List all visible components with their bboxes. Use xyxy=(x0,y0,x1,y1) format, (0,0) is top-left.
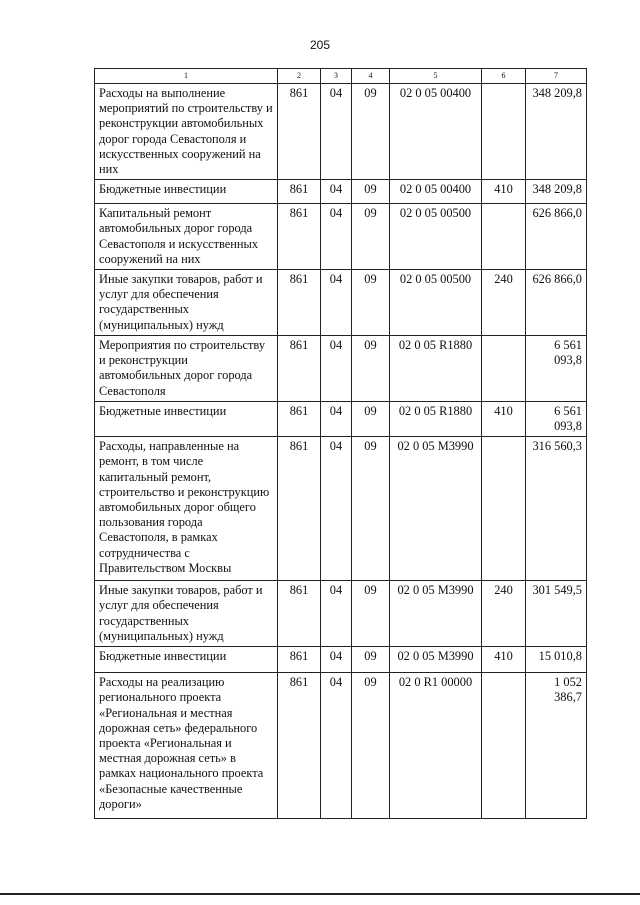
row-name: Мероприятия по строительству и реконструкции автомобильных дорог города Севастополя xyxy=(95,336,278,402)
cell-code-4: 09 xyxy=(352,647,390,673)
col-header: 4 xyxy=(352,69,390,84)
col-header: 6 xyxy=(482,69,526,84)
bottom-edge-rule xyxy=(0,893,640,895)
cell-code-3: 04 xyxy=(321,673,352,819)
cell-code-4: 09 xyxy=(352,204,390,270)
row-name: Расходы, направленные на ремонт, в том числе капитальный ремонт, строительство и реконструкцию автомобильных дорог общего пользования города Севастополя, в рамках сотрудничества с Правительством Москвы xyxy=(95,437,278,581)
cell-amount: 15 010,8 xyxy=(526,647,587,673)
cell-code-3: 04 xyxy=(321,204,352,270)
cell-code-4: 09 xyxy=(352,270,390,336)
cell-amount: 626 866,0 xyxy=(526,270,587,336)
row-name: Бюджетные инвестиции xyxy=(95,180,278,204)
cell-code-6: 410 xyxy=(482,401,526,436)
cell-code-2: 861 xyxy=(278,581,321,647)
table-row xyxy=(95,336,587,402)
cell-code-2: 861 xyxy=(278,270,321,336)
page-number: 205 xyxy=(309,38,331,52)
cell-code-5: 02 0 05 R1880 xyxy=(390,336,482,402)
cell-code-5: 02 0 05 00500 xyxy=(390,270,482,336)
cell-code-2: 861 xyxy=(278,84,321,180)
cell-amount: 6 561 093,8 xyxy=(526,336,587,402)
cell-code-6: 240 xyxy=(482,581,526,647)
cell-code-5: 02 0 05 00400 xyxy=(390,180,482,204)
cell-code-4: 09 xyxy=(352,673,390,819)
row-name: Иные закупки товаров, работ и услуг для обеспечения государственных (муниципальных) нужд xyxy=(95,581,278,647)
cell-amount: 1 052 386,7 xyxy=(526,673,587,819)
table-row xyxy=(95,673,587,819)
col-header: 3 xyxy=(321,69,352,84)
col-header: 2 xyxy=(278,69,321,84)
row-name: Бюджетные инвестиции xyxy=(95,401,278,436)
row-name: Бюджетные инвестиции xyxy=(95,647,278,673)
cell-code-4: 09 xyxy=(352,437,390,581)
cell-code-6: 410 xyxy=(482,647,526,673)
cell-code-4: 09 xyxy=(352,336,390,402)
row-name: Иные закупки товаров, работ и услуг для обеспечения государственных (муниципальных) нужд xyxy=(95,270,278,336)
cell-code-6 xyxy=(482,673,526,819)
col-header: 1 xyxy=(95,69,278,84)
cell-code-5: 02 0 05 M3990 xyxy=(390,647,482,673)
cell-code-3: 04 xyxy=(321,401,352,436)
row-name: Капитальный ремонт автомобильных дорог города Севастополя и искусственных сооружений на них xyxy=(95,204,278,270)
cell-code-3: 04 xyxy=(321,437,352,581)
cell-code-5: 02 0 R1 00000 xyxy=(390,673,482,819)
cell-code-4: 09 xyxy=(352,401,390,436)
col-header: 7 xyxy=(526,69,587,84)
cell-code-3: 04 xyxy=(321,336,352,402)
cell-code-4: 09 xyxy=(352,180,390,204)
cell-code-4: 09 xyxy=(352,581,390,647)
cell-code-6 xyxy=(482,437,526,581)
cell-code-3: 04 xyxy=(321,180,352,204)
cell-amount: 348 209,8 xyxy=(526,84,587,180)
row-name: Расходы на выполнение мероприятий по строительству и реконструкции автомобильных дорог города Севастополя и искусственных сооружений на них xyxy=(95,84,278,180)
table-row xyxy=(95,647,587,673)
cell-code-2: 861 xyxy=(278,180,321,204)
cell-code-3: 04 xyxy=(321,647,352,673)
row-name: Расходы на реализацию регионального проекта «Региональная и местная дорожная сеть» федерального проекта «Региональная и местная дорожная сеть» в рамках национального проекта «Безопасные качественные дороги» xyxy=(95,673,278,819)
table-row xyxy=(95,84,587,180)
cell-amount: 301 549,5 xyxy=(526,581,587,647)
cell-code-5: 02 0 05 M3990 xyxy=(390,437,482,581)
cell-code-2: 861 xyxy=(278,336,321,402)
budget-table xyxy=(94,68,587,819)
cell-code-3: 04 xyxy=(321,84,352,180)
table-row xyxy=(95,270,587,336)
cell-code-5: 02 0 05 R1880 xyxy=(390,401,482,436)
table-header-row xyxy=(95,69,587,84)
table-row xyxy=(95,437,587,581)
table-row xyxy=(95,180,587,204)
cell-code-5: 02 0 05 00500 xyxy=(390,204,482,270)
cell-amount: 348 209,8 xyxy=(526,180,587,204)
cell-code-6 xyxy=(482,204,526,270)
cell-code-3: 04 xyxy=(321,581,352,647)
col-header: 5 xyxy=(390,69,482,84)
table-row xyxy=(95,204,587,270)
cell-code-6 xyxy=(482,336,526,402)
cell-code-6: 410 xyxy=(482,180,526,204)
cell-amount: 6 561 093,8 xyxy=(526,401,587,436)
cell-code-3: 04 xyxy=(321,270,352,336)
table-row xyxy=(95,401,587,436)
cell-code-5: 02 0 05 00400 xyxy=(390,84,482,180)
cell-code-6 xyxy=(482,84,526,180)
cell-code-2: 861 xyxy=(278,204,321,270)
cell-code-2: 861 xyxy=(278,673,321,819)
table-row xyxy=(95,581,587,647)
cell-amount: 626 866,0 xyxy=(526,204,587,270)
cell-code-2: 861 xyxy=(278,437,321,581)
cell-code-4: 09 xyxy=(352,84,390,180)
cell-code-6: 240 xyxy=(482,270,526,336)
cell-code-5: 02 0 05 M3990 xyxy=(390,581,482,647)
cell-amount: 316 560,3 xyxy=(526,437,587,581)
cell-code-2: 861 xyxy=(278,401,321,436)
cell-code-2: 861 xyxy=(278,647,321,673)
